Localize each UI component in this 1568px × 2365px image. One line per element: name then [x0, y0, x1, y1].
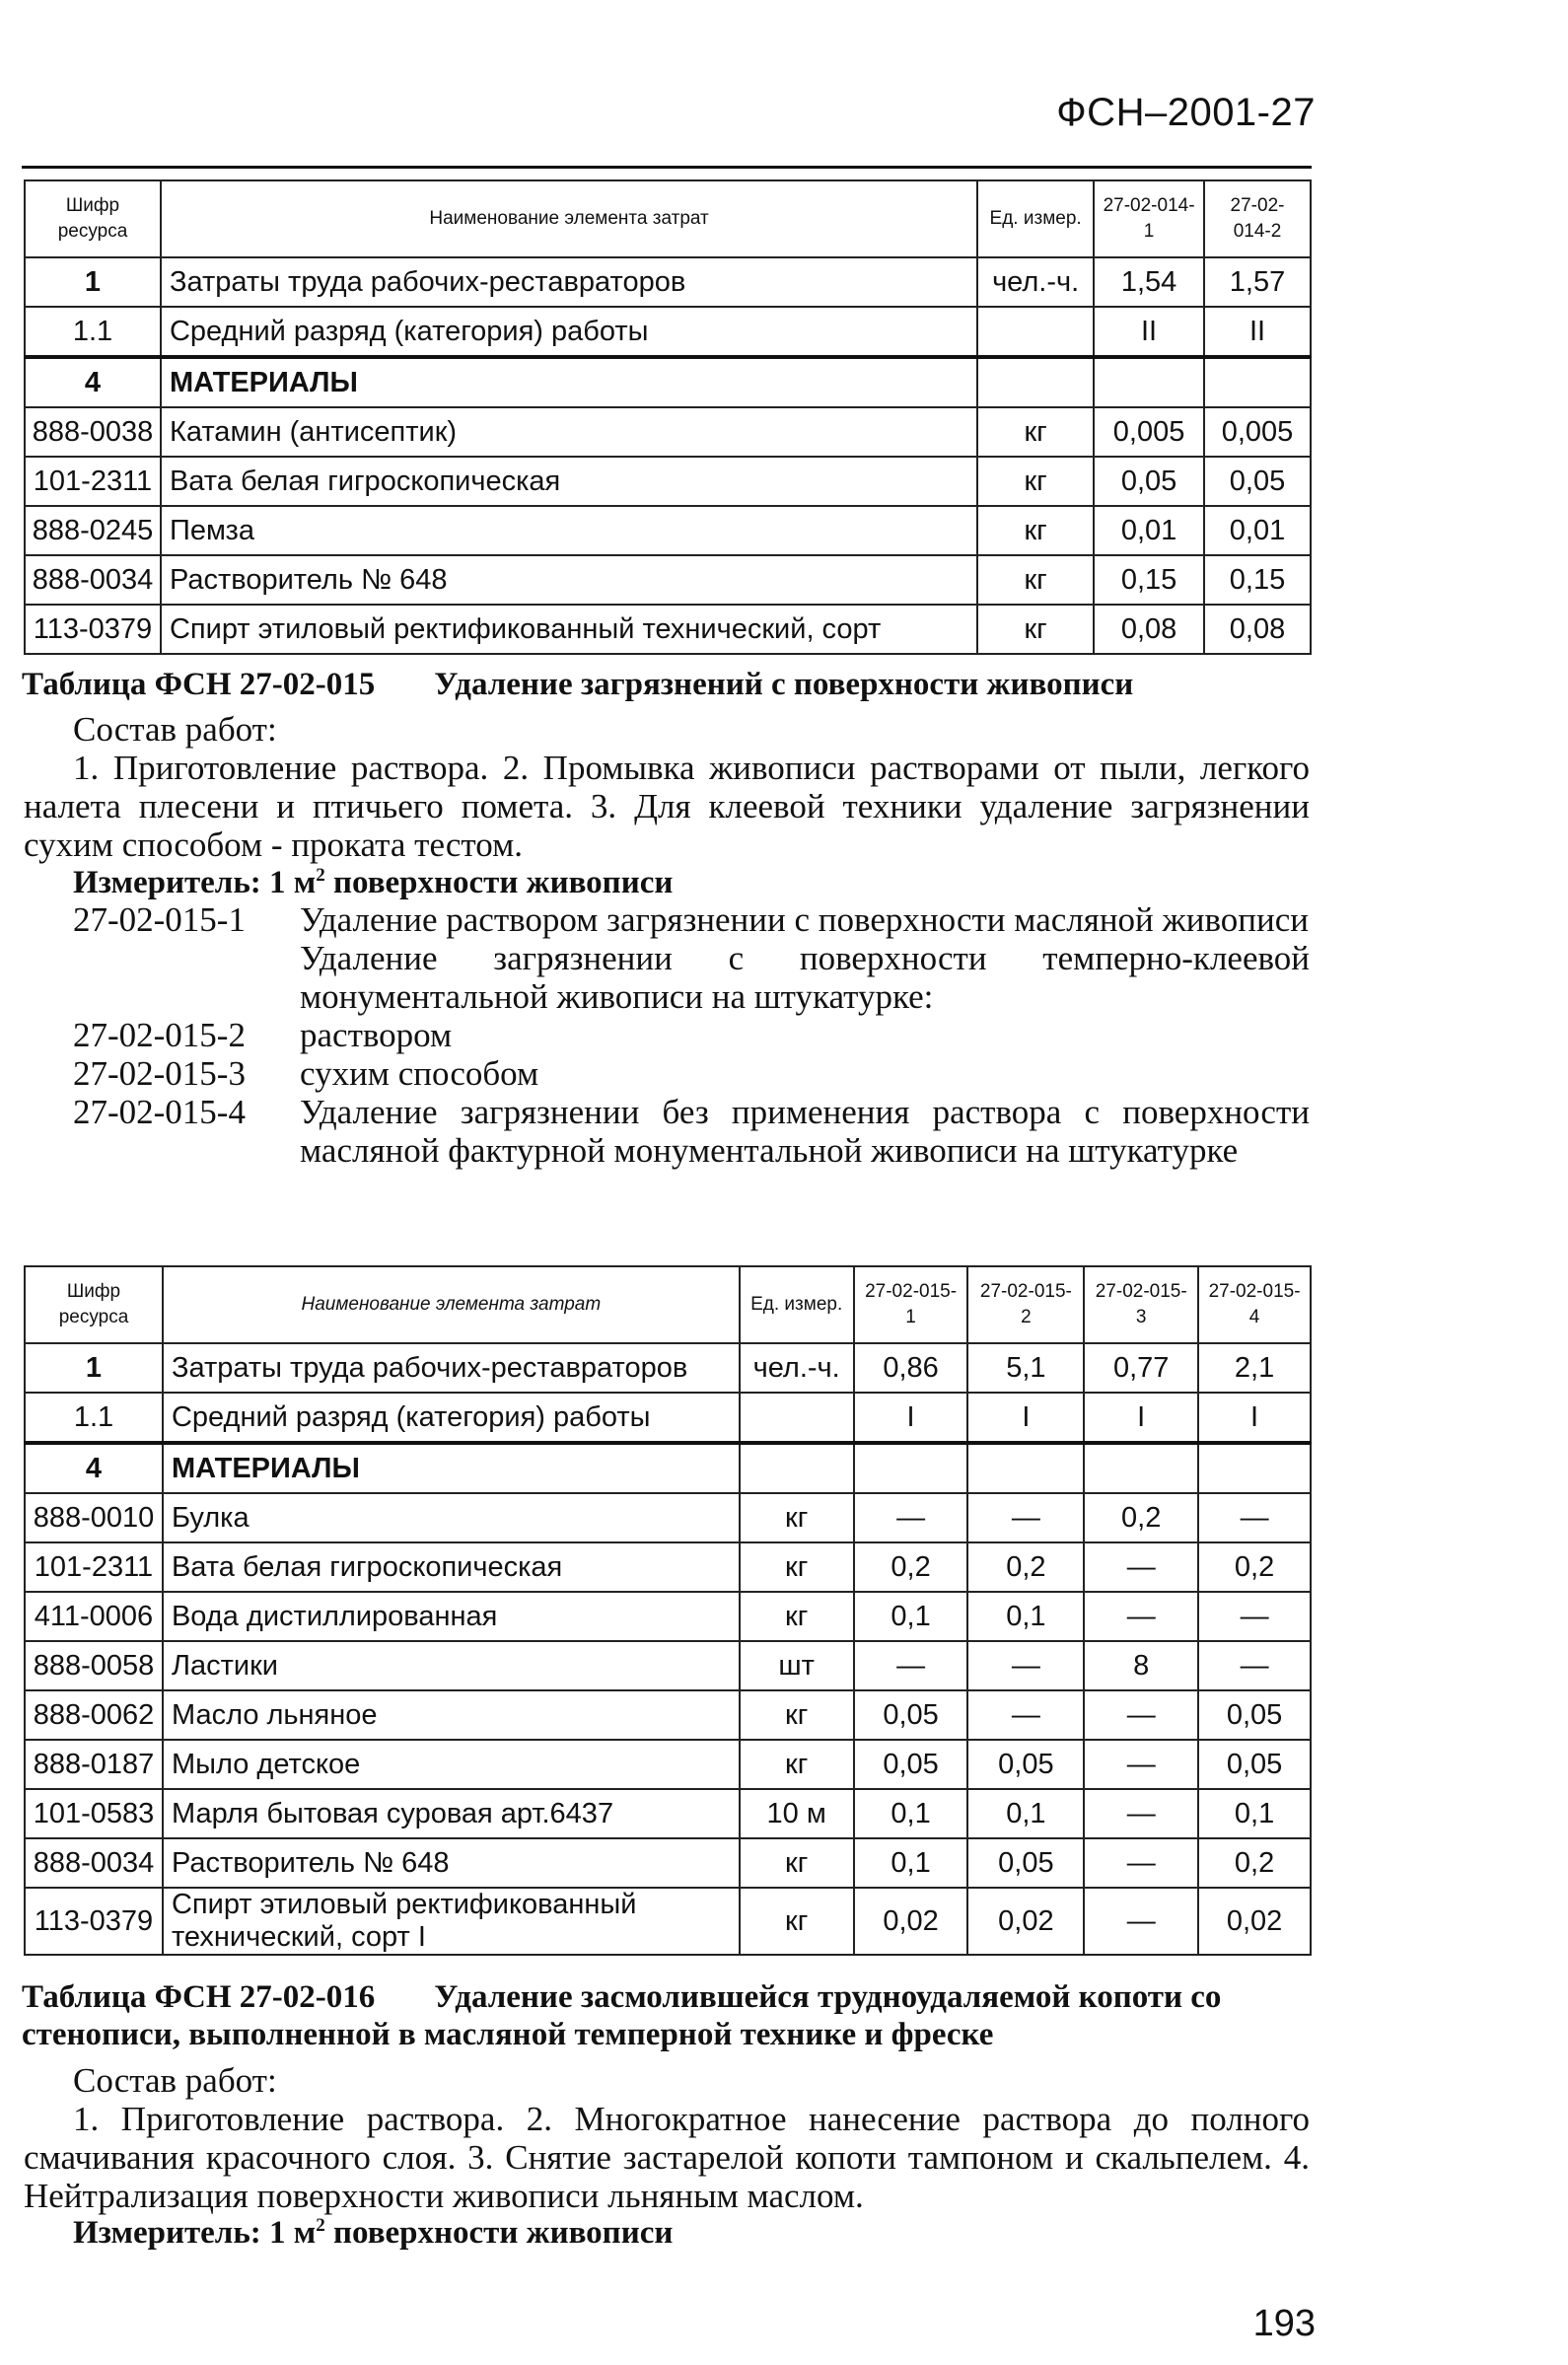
table-row — [25, 1592, 1311, 1641]
val-cell — [967, 1443, 1084, 1493]
val-cell — [854, 1443, 968, 1493]
table-row — [25, 257, 1311, 307]
code-cell: 1.1 — [25, 1393, 163, 1443]
name-cell: Булка — [163, 1493, 740, 1542]
val-cell: 0,05 — [967, 1838, 1084, 1888]
table-row — [25, 357, 1311, 407]
val-cell: I — [854, 1393, 968, 1443]
caption-number: Таблица ФСН 27-02-015 — [22, 667, 376, 702]
val-cell: II — [1204, 307, 1311, 357]
item-list-015 — [73, 900, 1310, 1170]
val-cell: 0,1 — [1198, 1789, 1311, 1838]
unit-cell: кг — [977, 457, 1094, 506]
val-cell: 0,86 — [854, 1343, 968, 1393]
val-cell: 0,05 — [1198, 1740, 1311, 1789]
table-row — [25, 1789, 1311, 1838]
code-cell: 888-0187 — [25, 1740, 163, 1789]
unit-cell — [977, 357, 1094, 407]
composition-text: 1. Приготовление раствора. 2. Многократное нанесение раствора до полного смачивания красочного слоя. 3. Снятие застарелой копоти тампоном и скальпелем. 4. Нейтрализация поверхности живописи льняным маслом. — [24, 2100, 1310, 2215]
list-item: 27-02-015-3 сухим способом — [73, 1054, 539, 1093]
header-cell: 27-02-015-4 — [1198, 1266, 1311, 1343]
name-cell: Вата белая гигроскопическая — [163, 1542, 740, 1592]
table-27-02-014 — [24, 179, 1312, 655]
val-cell: 0,1 — [967, 1789, 1084, 1838]
val-cell: 0,01 — [1094, 506, 1204, 555]
val-cell: — — [967, 1493, 1084, 1542]
val-cell: — — [1198, 1592, 1311, 1641]
unit-cell: кг — [740, 1493, 854, 1542]
val-cell: 0,77 — [1084, 1343, 1198, 1393]
name-cell: Спирт этиловый ректификованный технический, сорт I — [163, 1888, 740, 1955]
val-cell: — — [967, 1690, 1084, 1740]
val-cell: 0,05 — [967, 1740, 1084, 1789]
val-cell: II — [1094, 307, 1204, 357]
code-cell: 888-0245 — [25, 506, 161, 555]
table-row — [25, 1888, 1311, 1955]
val-cell: 0,02 — [854, 1888, 968, 1955]
unit-cell: шт — [740, 1641, 854, 1690]
name-cell: Мыло детское — [163, 1740, 740, 1789]
val-cell — [1198, 1443, 1311, 1493]
unit-cell: кг — [740, 1740, 854, 1789]
val-cell: 0,05 — [1198, 1690, 1311, 1740]
val-cell: I — [1084, 1393, 1198, 1443]
val-cell: — — [1084, 1740, 1198, 1789]
val-cell: 0,05 — [1204, 457, 1311, 506]
val-cell: — — [1084, 1690, 1198, 1740]
unit-cell: кг — [740, 1838, 854, 1888]
val-cell: 2,1 — [1198, 1343, 1311, 1393]
unit-cell: чел.-ч. — [740, 1343, 854, 1393]
code-cell: 411-0006 — [25, 1592, 163, 1641]
table-row — [25, 605, 1311, 654]
table-row — [25, 1443, 1311, 1493]
val-cell: — — [1198, 1641, 1311, 1690]
name-cell: МАТЕРИАЛЫ — [161, 357, 977, 407]
table-row — [25, 1493, 1311, 1542]
val-cell: — — [854, 1493, 968, 1542]
table-row — [25, 1690, 1311, 1740]
val-cell: 0,2 — [1198, 1542, 1311, 1592]
val-cell: 0,005 — [1204, 407, 1311, 457]
val-cell: 0,2 — [1198, 1838, 1311, 1888]
top-rule — [22, 166, 1312, 179]
name-cell: Ластики — [163, 1641, 740, 1690]
code-cell: 4 — [25, 1443, 163, 1493]
code-cell: 888-0058 — [25, 1641, 163, 1690]
val-cell: — — [1084, 1592, 1198, 1641]
code-cell: 113-0379 — [25, 1888, 163, 1955]
val-cell: 0,1 — [967, 1592, 1084, 1641]
unit-cell: кг — [977, 506, 1094, 555]
header-cell: Наименование элемента затрат — [161, 180, 977, 257]
header-cell: 27-02-015-2 — [967, 1266, 1084, 1343]
val-cell: 0,08 — [1204, 605, 1311, 654]
val-cell: 0,15 — [1204, 555, 1311, 605]
page-number: 193 — [1252, 2303, 1316, 2344]
unit-cell: 10 м — [740, 1789, 854, 1838]
caption-title: Удаление загрязнений с поверхности живописи — [434, 667, 1134, 702]
val-cell: 8 — [1084, 1641, 1198, 1690]
code-cell: 888-0034 — [25, 1838, 163, 1888]
measure-line: Измеритель: 1 $м^2$ поверхности живописи — [73, 2215, 674, 2251]
code-cell: 101-2311 — [25, 457, 161, 506]
val-cell: I — [967, 1393, 1084, 1443]
table-row — [25, 1343, 1311, 1393]
header-cell: 27-02-014-1 — [1094, 180, 1204, 257]
list-item: Удаление загрязнении с поверхности темперно-клеевой монументальной живописи на штукатурке: — [300, 939, 1310, 1016]
val-cell: 0,02 — [967, 1888, 1084, 1955]
header-cell: Ед. измер. — [740, 1266, 854, 1343]
unit-cell: кг — [740, 1542, 854, 1592]
list-item: 27-02-015-4 Удаление загрязнении без применения раствора с поверхности масляной фактурной монументальной живописи на штукатурке — [73, 1093, 1310, 1170]
name-cell: Затраты труда рабочих-реставраторов — [163, 1343, 740, 1393]
val-cell: 1,54 — [1094, 257, 1204, 307]
name-cell: Вата белая гигроскопическая — [161, 457, 977, 506]
unit-cell: кг — [977, 407, 1094, 457]
val-cell: 0,1 — [854, 1789, 968, 1838]
table-caption-016 — [22, 1978, 1314, 2053]
table-caption-015 — [22, 667, 1133, 703]
unit-cell: кг — [977, 605, 1094, 654]
name-cell: Вода дистиллированная — [163, 1592, 740, 1641]
val-cell — [1094, 357, 1204, 407]
code-cell: 113-0379 — [25, 605, 161, 654]
unit-cell: чел.-ч. — [977, 257, 1094, 307]
name-cell: Средний разряд (категория) работы — [161, 307, 977, 357]
val-cell: 0,05 — [854, 1690, 968, 1740]
val-cell: — — [1084, 1888, 1198, 1955]
table-header-row — [25, 180, 1311, 257]
list-item: 27-02-015-2 раствором — [73, 1016, 453, 1054]
val-cell: — — [854, 1641, 968, 1690]
table-header-row — [25, 1266, 1311, 1343]
val-cell: — — [1084, 1542, 1198, 1592]
val-cell: 0,08 — [1094, 605, 1204, 654]
unit-cell: кг — [740, 1592, 854, 1641]
composition-label: Состав работ: — [73, 2061, 277, 2100]
val-cell: — — [1084, 1789, 1198, 1838]
unit-cell — [740, 1443, 854, 1493]
name-cell: Пемза — [161, 506, 977, 555]
measure-line: Измеритель: 1 $м^2$ поверхности живописи — [73, 865, 674, 900]
val-cell: — — [1084, 1838, 1198, 1888]
header-cell: 27-02-014-2 — [1204, 180, 1311, 257]
code-cell: 1 — [25, 257, 161, 307]
composition-label: Состав работ: — [73, 710, 277, 749]
unit-cell: кг — [740, 1690, 854, 1740]
table-row — [25, 1641, 1311, 1690]
val-cell: I — [1198, 1393, 1311, 1443]
code-cell: 101-2311 — [25, 1542, 163, 1592]
code-cell: 4 — [25, 357, 161, 407]
table-row — [25, 457, 1311, 506]
table-row — [25, 506, 1311, 555]
val-cell: — — [1198, 1493, 1311, 1542]
val-cell: 0,05 — [854, 1740, 968, 1789]
code-cell: 1.1 — [25, 307, 161, 357]
val-cell: 0,1 — [854, 1838, 968, 1888]
name-cell: Марля бытовая суровая арт.6437 — [163, 1789, 740, 1838]
table-row — [25, 407, 1311, 457]
name-cell: Растворитель № 648 — [161, 555, 977, 605]
table-row — [25, 1740, 1311, 1789]
header-cell: 27-02-015-1 — [854, 1266, 968, 1343]
unit-cell: кг — [977, 555, 1094, 605]
table-row — [25, 1542, 1311, 1592]
name-cell: Катамин (антисептик) — [161, 407, 977, 457]
code-cell: 888-0062 — [25, 1690, 163, 1740]
val-cell: 0,02 — [1198, 1888, 1311, 1955]
val-cell: 0,005 — [1094, 407, 1204, 457]
header-cell: 27-02-015-3 — [1084, 1266, 1198, 1343]
val-cell — [1204, 357, 1311, 407]
composition-text: 1. Приготовление раствора. 2. Промывка живописи растворами от пыли, легкого налета плесени и птичьего помета. 3. Для клеевой техники удаление загрязнении сухим способом - проката тестом. — [24, 749, 1310, 864]
val-cell: 0,2 — [1084, 1493, 1198, 1542]
header-cell: Шифр ресурса — [25, 1266, 163, 1343]
caption-number: Таблица ФСН 27-02-016 — [22, 1979, 376, 2015]
header-cell: Шифр ресурса — [25, 180, 161, 257]
val-cell: 0,1 — [854, 1592, 968, 1641]
code-cell: 888-0034 — [25, 555, 161, 605]
val-cell: — — [967, 1641, 1084, 1690]
val-cell: 5,1 — [967, 1343, 1084, 1393]
header-cell: Наименование элемента затрат — [163, 1266, 740, 1343]
name-cell: Масло льняное — [163, 1690, 740, 1740]
code-cell: 1 — [25, 1343, 163, 1393]
code-cell: 888-0038 — [25, 407, 161, 457]
name-cell: Спирт этиловый ректификованный технический, сорт — [161, 605, 977, 654]
table-27-02-015 — [24, 1265, 1312, 1956]
caption-title: Удаление засмолившейся трудноудаляемой копоти со стенописи, выполненной в масляной темперной технике и фреске — [22, 1979, 1222, 2052]
val-cell — [1084, 1443, 1198, 1493]
val-cell: 0,01 — [1204, 506, 1311, 555]
list-item: 27-02-015-1 Удаление раствором загрязнении с поверхности масляной живописи — [73, 900, 1309, 939]
val-cell: 0,2 — [967, 1542, 1084, 1592]
name-cell: Средний разряд (категория) работы — [163, 1393, 740, 1443]
table-row — [25, 1393, 1311, 1443]
val-cell: 1,57 — [1204, 257, 1311, 307]
header-cell: Ед. измер. — [977, 180, 1094, 257]
name-cell: Затраты труда рабочих-реставраторов — [161, 257, 977, 307]
unit-cell — [740, 1393, 854, 1443]
code-cell: 101-0583 — [25, 1789, 163, 1838]
val-cell: 0,05 — [1094, 457, 1204, 506]
val-cell: 0,2 — [854, 1542, 968, 1592]
code-cell: 888-0010 — [25, 1493, 163, 1542]
table-row — [25, 1838, 1311, 1888]
name-cell: МАТЕРИАЛЫ — [163, 1443, 740, 1493]
document-code: ФСН–2001-27 — [1056, 91, 1316, 134]
unit-cell — [977, 307, 1094, 357]
unit-cell: кг — [740, 1888, 854, 1955]
val-cell: 0,15 — [1094, 555, 1204, 605]
name-cell: Растворитель № 648 — [163, 1838, 740, 1888]
table-row — [25, 555, 1311, 605]
table-row — [25, 307, 1311, 357]
